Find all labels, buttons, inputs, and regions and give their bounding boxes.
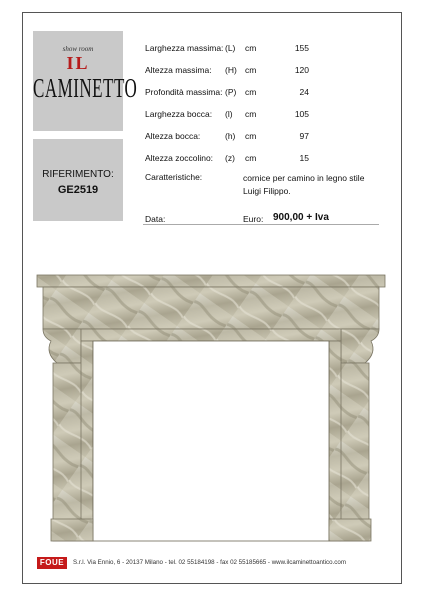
currency-label: Euro: xyxy=(243,214,264,224)
spec-value: 15 xyxy=(299,153,309,163)
spec-unit: cm xyxy=(245,109,257,119)
footer xyxy=(37,557,389,573)
spec-value: 105 xyxy=(294,109,309,119)
spec-name: Profondità massima: xyxy=(145,87,223,97)
features-value: cornice per camino in legno stile Luigi Filippo. xyxy=(243,173,365,196)
features-label: Caratteristiche: xyxy=(145,172,203,182)
spec-unit: cm xyxy=(245,65,257,75)
spec-value: 155 xyxy=(294,43,309,53)
footer-address: S.r.l. Via Ennio, 6 - 20137 Milano - tel. 02 55184198 - fax 02 55185665 - www.ilcaminettoantico.com xyxy=(73,559,346,566)
spec-name: Altezza bocca: xyxy=(145,131,201,141)
spec-name: Altezza massima: xyxy=(145,65,212,75)
spec-unit: cm xyxy=(245,131,257,141)
spec-symbol: (P) xyxy=(225,87,237,97)
spec-unit: cm xyxy=(245,87,257,97)
spec-symbol: (h) xyxy=(225,131,236,141)
spec-unit: cm xyxy=(245,153,257,163)
logo-name-text: CAMINETTO xyxy=(33,73,138,104)
spec-name: Altezza zoccolino: xyxy=(145,153,214,163)
spec-unit: cm xyxy=(245,43,257,53)
spec-symbol: (l) xyxy=(225,109,233,119)
reference-panel xyxy=(33,139,123,221)
logo-il-text: IL xyxy=(66,53,90,73)
date-label: Data: xyxy=(145,214,166,224)
spec-value: 120 xyxy=(294,65,309,75)
spec-value: 97 xyxy=(299,131,309,141)
spec-symbol: (z) xyxy=(225,153,235,163)
spec-symbol: (L) xyxy=(225,43,236,53)
reference-label: RIFERIMENTO: xyxy=(42,169,114,180)
spec-name: Larghezza bocca: xyxy=(145,109,213,119)
footer-brand-logo: FOUE xyxy=(37,557,67,569)
product-sheet xyxy=(22,12,402,584)
spec-symbol: (H) xyxy=(225,65,237,75)
logo-panel xyxy=(33,31,138,131)
logo-showroom-text: show room xyxy=(62,45,94,53)
spec-name: Larghezza massima: xyxy=(145,43,224,53)
reference-code: GE2519 xyxy=(57,184,99,196)
divider-line xyxy=(143,224,379,225)
fireplace-photo xyxy=(23,267,401,553)
price-value: 900,00 + Iva xyxy=(273,212,329,223)
spec-value: 24 xyxy=(299,87,309,97)
